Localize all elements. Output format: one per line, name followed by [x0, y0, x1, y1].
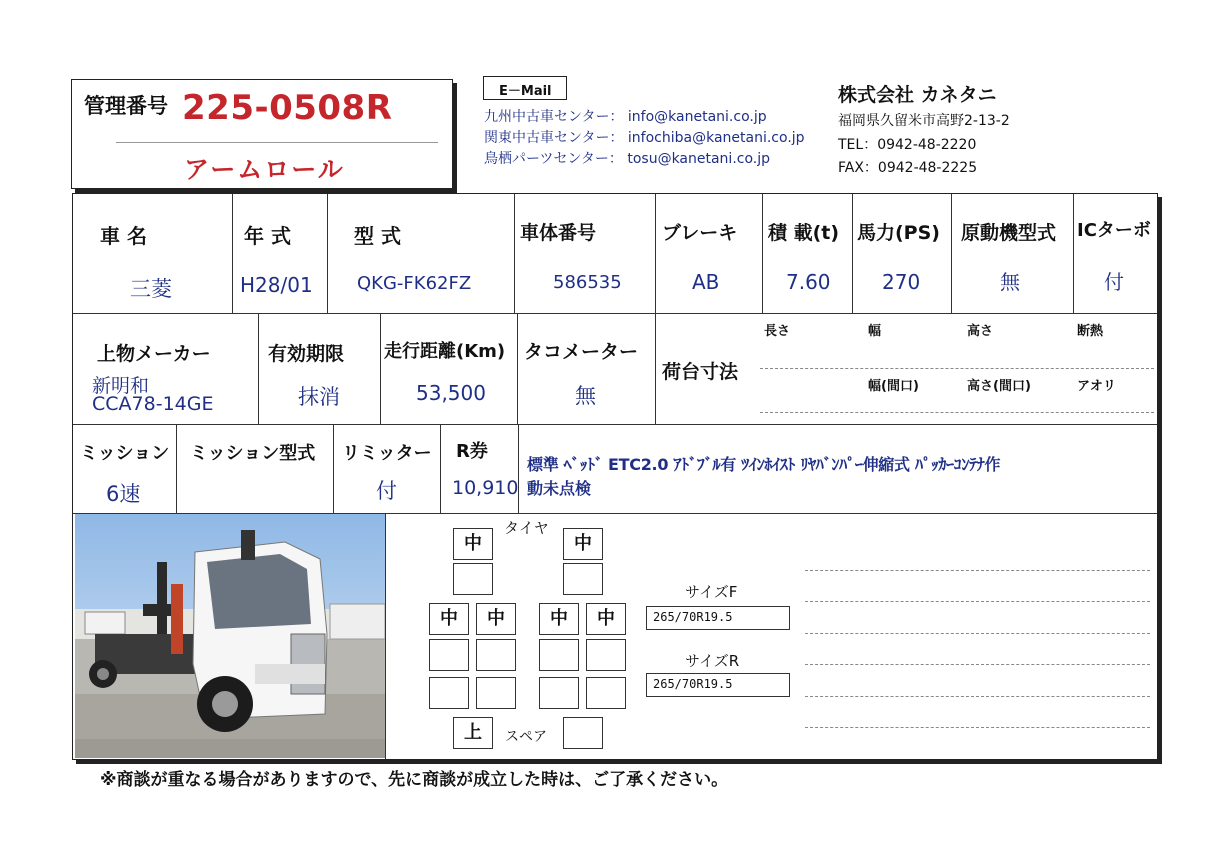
label-r-ticket: R券: [456, 441, 488, 462]
value-car-name: 三菱: [130, 277, 172, 301]
size-f-label: サイズF: [685, 583, 738, 601]
r3-sep-3: [440, 425, 441, 513]
r1-sep-5: [762, 194, 763, 313]
label-cargo-dims: 荷台寸法: [662, 361, 739, 383]
photo-right-border: [385, 514, 386, 759]
label-body-maker: 上物メーカー: [97, 343, 211, 365]
notes-dash-3: [805, 633, 1150, 634]
dim-height-inner: 高さ(間口): [967, 379, 1031, 394]
truck-photo-svg: [75, 514, 385, 758]
r1-sep-2: [327, 194, 328, 313]
tire-rear-row3-1: [429, 677, 469, 709]
spare-label: スペア: [505, 729, 547, 745]
tire-front-right-bottom: [563, 563, 603, 595]
tire-rear-row3-3: [539, 677, 579, 709]
label-year: 年 式: [244, 224, 291, 248]
label-car-name: 車 名: [100, 224, 147, 248]
r1-sep-6: [852, 194, 853, 313]
label-engine: 原動機型式: [961, 222, 1057, 244]
dim-length: 長さ: [764, 324, 791, 339]
email-center-kanto: 関東中古車センター：: [484, 130, 624, 146]
label-mission: ミッション: [80, 443, 170, 464]
dim-dash-2: [760, 412, 1154, 413]
value-body-maker-model: CCA78-14GE: [92, 393, 214, 415]
value-limiter: 付: [376, 479, 397, 503]
label-chassis: 車体番号: [520, 222, 597, 244]
tire-spare-left: 上: [453, 717, 493, 749]
dim-insulation: 断熱: [1077, 324, 1104, 339]
tire-rear-1: 中: [429, 603, 469, 635]
r3-sep-1: [176, 425, 177, 513]
tire-rear-row2-3: [539, 639, 579, 671]
kanri-number: 225-0508R: [182, 88, 393, 128]
remarks-line-1: 標準 ﾍﾞｯﾄﾞ ETC2.0 ｱﾄﾞﾌﾞﾙ有 ﾂｲﾝﾎｲｽﾄ ﾘﾔﾊﾞﾝﾊﾟｰ伸縮式 ﾊﾟｯｶｰｺﾝﾃﾅ作: [527, 455, 1001, 474]
notes-dash-6: [805, 727, 1150, 728]
value-validity: 抹消: [298, 385, 340, 409]
tire-rear-row2-2: [476, 639, 516, 671]
tire-rear-row2-4: [586, 639, 626, 671]
email-row-kyushu: [484, 106, 767, 126]
value-r-ticket: 10,910: [452, 477, 519, 499]
email-address-tosu[interactable]: tosu@kanetani.co.jp: [627, 151, 771, 167]
size-r-label: サイズR: [685, 652, 740, 670]
label-brake: ブレーキ: [662, 222, 738, 244]
r3-sep-4: [518, 425, 519, 513]
notes-dash-5: [805, 696, 1150, 697]
company-fax: FAX：0942-48-2225: [838, 160, 978, 176]
value-load: 7.60: [786, 270, 831, 294]
row1-divider: [73, 313, 1157, 314]
r1-sep-1: [232, 194, 233, 313]
dim-width-inner: 幅(間口): [868, 379, 919, 394]
label-limiter: リミッター: [342, 443, 432, 464]
r1-sep-7: [951, 194, 952, 313]
company-name: 株式会社 カネタニ: [838, 84, 997, 106]
label-validity: 有効期限: [268, 343, 345, 365]
label-load: 積 載(t): [768, 222, 840, 244]
value-body-maker-name: 新明和: [92, 375, 150, 397]
footer-note: ※商談が重なる場合がありますので、先に商談が成立した時は、ご了承ください。: [100, 770, 729, 790]
dim-aori: アオリ: [1077, 379, 1116, 394]
size-r-value: 265/70R19.5: [646, 673, 790, 697]
r2-sep-2: [380, 314, 381, 424]
notes-dash-4: [805, 664, 1150, 665]
label-ic-turbo: ICターボ: [1077, 220, 1151, 241]
email-title: E－Mail: [499, 84, 552, 99]
row2-divider: [73, 424, 1157, 425]
size-f-value: 265/70R19.5: [646, 606, 790, 630]
value-chassis: 586535: [553, 272, 622, 293]
r2-sep-3: [517, 314, 518, 424]
tire-front-right-top: 中: [563, 528, 603, 560]
tire-rear-2: 中: [476, 603, 516, 635]
r1-sep-8: [1073, 194, 1074, 313]
email-center-tosu: 鳥栖パーツセンター：: [484, 151, 623, 167]
tire-front-left-top: 中: [453, 528, 493, 560]
r2-sep-4: [655, 314, 656, 424]
value-mission: 6速: [106, 482, 141, 506]
tire-rear-4: 中: [586, 603, 626, 635]
value-brake: AB: [692, 270, 720, 294]
body-type: アームロール: [184, 155, 345, 184]
kanri-label: 管理番号: [84, 94, 168, 118]
tire-rear-3: 中: [539, 603, 579, 635]
email-center-kyushu: 九州中古車センター：: [484, 109, 624, 125]
email-address-kyushu[interactable]: info@kanetani.co.jp: [627, 109, 767, 125]
value-year: H28/01: [240, 273, 313, 297]
value-tachometer: 無: [575, 384, 596, 408]
r1-sep-3: [514, 194, 515, 313]
value-hp: 270: [882, 270, 921, 294]
dim-width: 幅: [868, 324, 882, 339]
r2-sep-1: [258, 314, 259, 424]
truck-photo: [75, 514, 385, 758]
value-model: QKG-FK62FZ: [357, 273, 472, 294]
kanri-divider: [116, 142, 438, 143]
email-row-kanto: [484, 127, 805, 147]
label-model: 型 式: [354, 224, 401, 248]
label-mileage: 走行距離(Km): [384, 341, 506, 362]
company-tel: TEL：0942-48-2220: [838, 137, 977, 153]
tire-rear-row2-1: [429, 639, 469, 671]
email-row-tosu: [484, 148, 770, 168]
email-address-kanto[interactable]: infochiba@kanetani.co.jp: [627, 130, 805, 146]
label-hp: 馬力(PS): [857, 222, 940, 244]
label-mission-type: ミッション型式: [190, 443, 316, 464]
company-address: 福岡県久留米市高野2-13-2: [838, 113, 1010, 129]
tire-rear-row3-2: [476, 677, 516, 709]
tire-spare-right: [563, 717, 603, 749]
value-engine: 無: [1000, 270, 1020, 294]
remarks-line-2: 動未点検: [527, 479, 592, 498]
tire-rear-row3-4: [586, 677, 626, 709]
tire-title: タイヤ: [504, 519, 549, 537]
dim-height: 高さ: [967, 324, 994, 339]
label-tachometer: タコメーター: [524, 341, 639, 363]
value-ic-turbo: 付: [1104, 270, 1124, 294]
value-mileage: 53,500: [416, 381, 486, 405]
notes-dash-1: [805, 570, 1150, 571]
notes-dash-2: [805, 601, 1150, 602]
dim-dash-1: [760, 368, 1154, 369]
r1-sep-4: [655, 194, 656, 313]
tire-front-left-bottom: [453, 563, 493, 595]
r3-sep-2: [333, 425, 334, 513]
